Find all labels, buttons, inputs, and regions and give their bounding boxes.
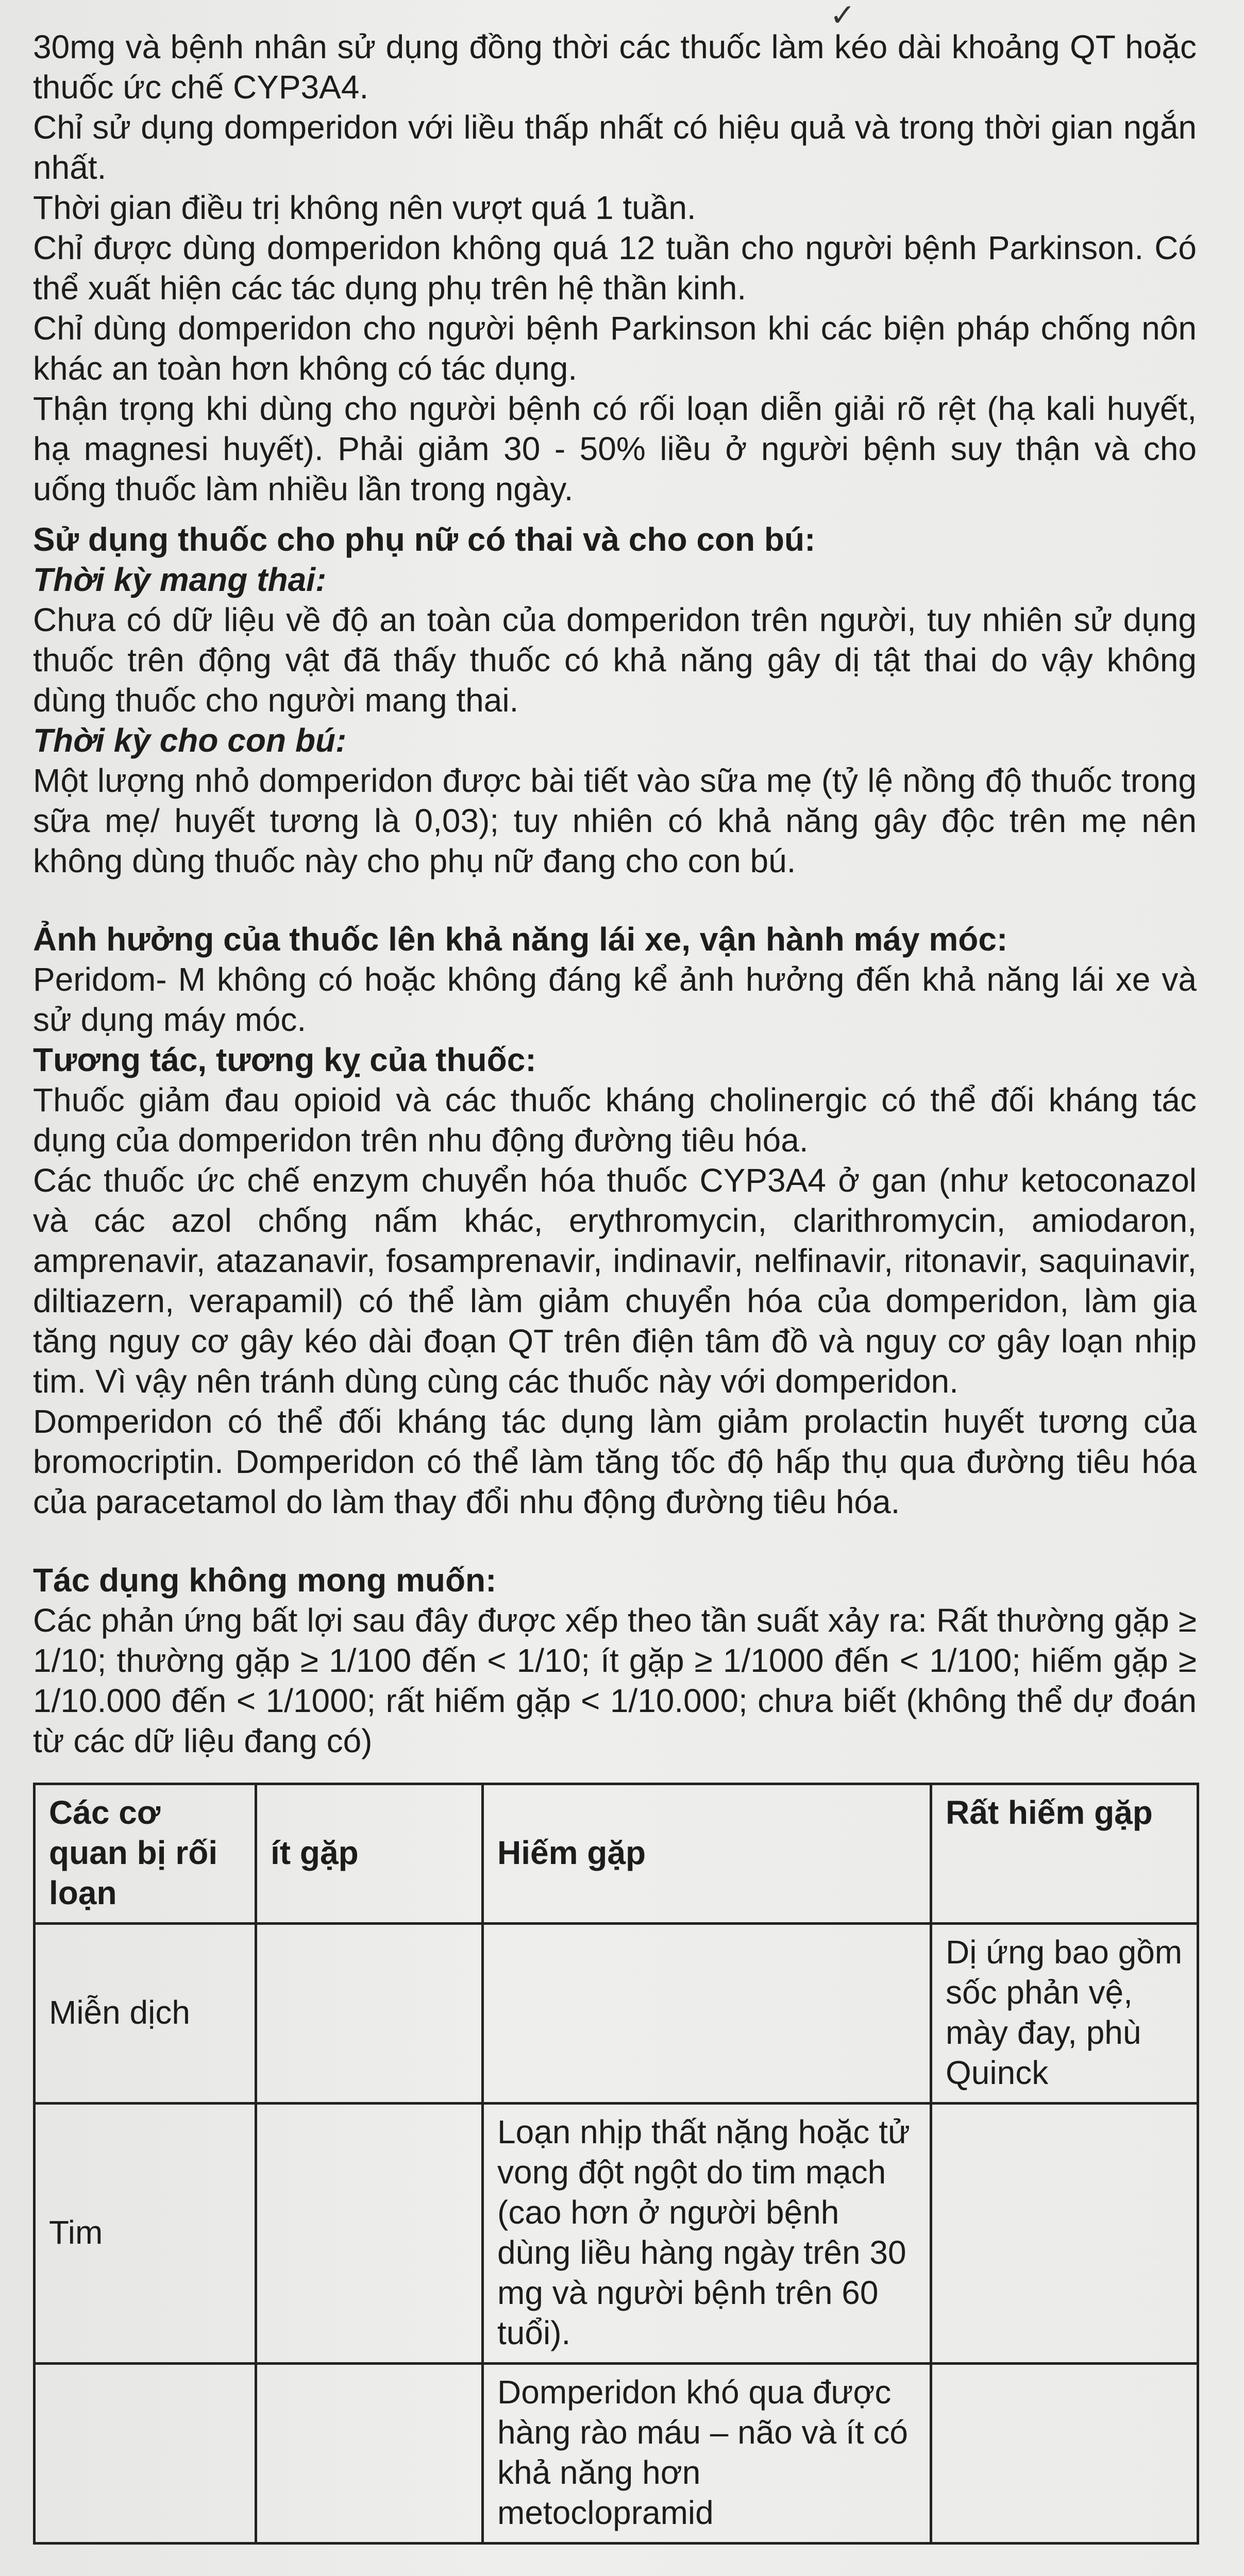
cell-rare: Loạn nhịp thất nặng hoặc tử vong đột ngột do tim mạch (cao hơn ở người bệnh dùng liều hàng ngày trên 30 mg và người bệnh trên 60 tuổi). xyxy=(483,2104,931,2364)
cell-uncommon xyxy=(256,2104,483,2364)
cell-organ xyxy=(35,2364,256,2544)
table-row xyxy=(35,2104,1198,2364)
table-row xyxy=(35,1924,1198,2104)
precaution-paragraph: 30mg và bệnh nhân sử dụng đồng thời các thuốc làm kéo dài khoảng QT hoặc thuốc ức chế CYP3A4. xyxy=(33,28,1197,106)
interactions-paragraph: Domperidon có thể đối kháng tác dụng làm giảm prolactin huyết tương của bromocriptin. Domperidon có thể làm tăng tốc độ hấp thụ qua đường tiêu hóa của paracetamol do làm thay đổi nhu động đường tiêu hóa. xyxy=(33,1403,1197,1520)
pregnancy-heading: Sử dụng thuốc cho phụ nữ có thai và cho con bú: xyxy=(33,521,816,558)
header-rare: Hiếm gặp xyxy=(483,1784,931,1924)
side-effects-heading: Tác dụng không mong muốn: xyxy=(33,1562,497,1599)
cell-rare: Domperidon khó qua được hàng rào máu – não và ít có khả năng hơn metoclopramid xyxy=(483,2364,931,2544)
lactation-subheading: Thời kỳ cho con bú: xyxy=(33,722,347,759)
table-row xyxy=(35,2364,1198,2544)
pregnant-subheading: Thời kỳ mang thai: xyxy=(33,561,327,598)
interactions-paragraph: Thuốc giảm đau opioid và các thuốc kháng cholinergic có thể đối kháng tác dụng của domperidon trên nhu động đường tiêu hóa. xyxy=(33,1081,1197,1159)
precaution-paragraph: Chỉ được dùng domperidon không quá 12 tuần cho người bệnh Parkinson. Có thể xuất hiện các tác dụng phụ trên hệ thần kinh. xyxy=(33,229,1197,307)
table-header-row xyxy=(35,1784,1198,1924)
interactions-heading: Tương tác, tương kỵ của thuốc: xyxy=(33,1041,536,1078)
side-effects-table xyxy=(33,1783,1199,2545)
cell-organ: Tim xyxy=(35,2104,256,2364)
cell-organ: Miễn dịch xyxy=(35,1924,256,2104)
driving-heading: Ảnh hưởng của thuốc lên khả năng lái xe, vận hành máy móc: xyxy=(33,921,1008,958)
precaution-paragraph: Chỉ dùng domperidon cho người bệnh Parkinson khi các biện pháp chống nôn khác an toàn hơn không có tác dụng. xyxy=(33,310,1197,387)
lactation-text: Một lượng nhỏ domperidon được bài tiết vào sữa mẹ (tỷ lệ nồng độ thuốc trong sữa mẹ/ huyết tương là 0,03); tuy nhiên có khả năng gây độc trên mẹ nên không dùng thuốc này cho phụ nữ đang cho con bú. xyxy=(33,762,1197,879)
cell-very-rare xyxy=(931,2364,1198,2544)
cell-uncommon xyxy=(256,2364,483,2544)
cell-very-rare xyxy=(931,2104,1198,2364)
side-effects-intro: Các phản ứng bất lợi sau đây được xếp theo tần suất xảy ra: Rất thường gặp ≥ 1/10; thường gặp ≥ 1/100 đến < 1/10; ít gặp ≥ 1/1000 đến < 1/100; hiếm gặp ≥ 1/10.000 đến < 1/1000; rất hiếm gặp < 1/10.000; chưa biết (không thể dự đoán từ các dữ liệu đang có) xyxy=(33,1602,1197,1759)
header-uncommon: ít gặp xyxy=(256,1784,483,1924)
pregnant-text: Chưa có dữ liệu về độ an toàn của domperidon trên người, tuy nhiên sử dụng thuốc trên động vật đã thấy thuốc có khả năng gây dị tật thai do vậy không dùng thuốc cho người mang thai. xyxy=(33,601,1197,719)
cell-very-rare: Dị ứng bao gồm sốc phản vệ, mày đay, phù Quinck xyxy=(931,1924,1198,2104)
precaution-paragraph: Thời gian điều trị không nên vượt quá 1 tuần. xyxy=(33,189,696,226)
interactions-paragraph: Các thuốc ức chế enzym chuyển hóa thuốc CYP3A4 ở gan (như ketoconazol và các azol chống nấm khác, erythromycin, clarithromycin, amiodaron, amprenavir, atazanavir, fosamprenavir, indinavir, nelfinavir, ritonavir, saquinavir, diltiazern, verapamil) có thể làm giảm chuyển hóa của domperidon, làm gia tăng nguy cơ gây kéo dài đoạn QT trên điện tâm đồ và nguy cơ gây loạn nhịp tim. Vì vậy nên tránh dùng cùng các thuốc này với domperidon. xyxy=(33,1162,1197,1400)
pen-mark: ✓ xyxy=(830,0,856,32)
precaution-paragraph: Thận trọng khi dùng cho người bệnh có rối loạn diễn giải rõ rệt (hạ kali huyết, hạ magnesi huyết). Phải giảm 30 - 50% liều ở người bệnh suy thận và cho uống thuốc làm nhiều lần trong ngày. xyxy=(33,390,1197,507)
header-organ: Các cơ quan bị rối loạn xyxy=(35,1784,256,1924)
driving-text: Peridom- M không có hoặc không đáng kể ảnh hưởng đến khả năng lái xe và sử dụng máy móc. xyxy=(33,961,1197,1038)
header-very-rare: Rất hiếm gặp xyxy=(931,1784,1198,1924)
cell-rare xyxy=(483,1924,931,2104)
precaution-paragraph: Chỉ sử dụng domperidon với liều thấp nhất có hiệu quả và trong thời gian ngắn nhất. xyxy=(33,109,1197,186)
cell-uncommon xyxy=(256,1924,483,2104)
